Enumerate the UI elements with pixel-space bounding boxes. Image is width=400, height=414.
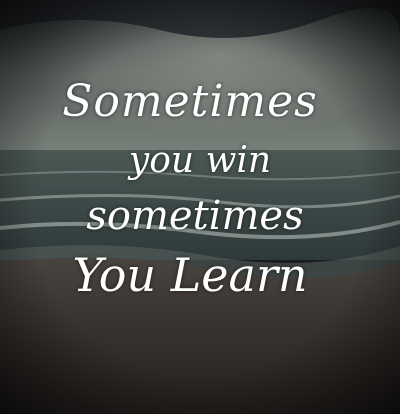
quote-line-4: You Learn xyxy=(72,248,308,302)
quote-line-3: sometimes xyxy=(86,193,304,239)
quote-text xyxy=(0,70,400,306)
quote-line-2: you win xyxy=(128,140,272,181)
quote-line-1: Sometimes xyxy=(62,76,318,127)
